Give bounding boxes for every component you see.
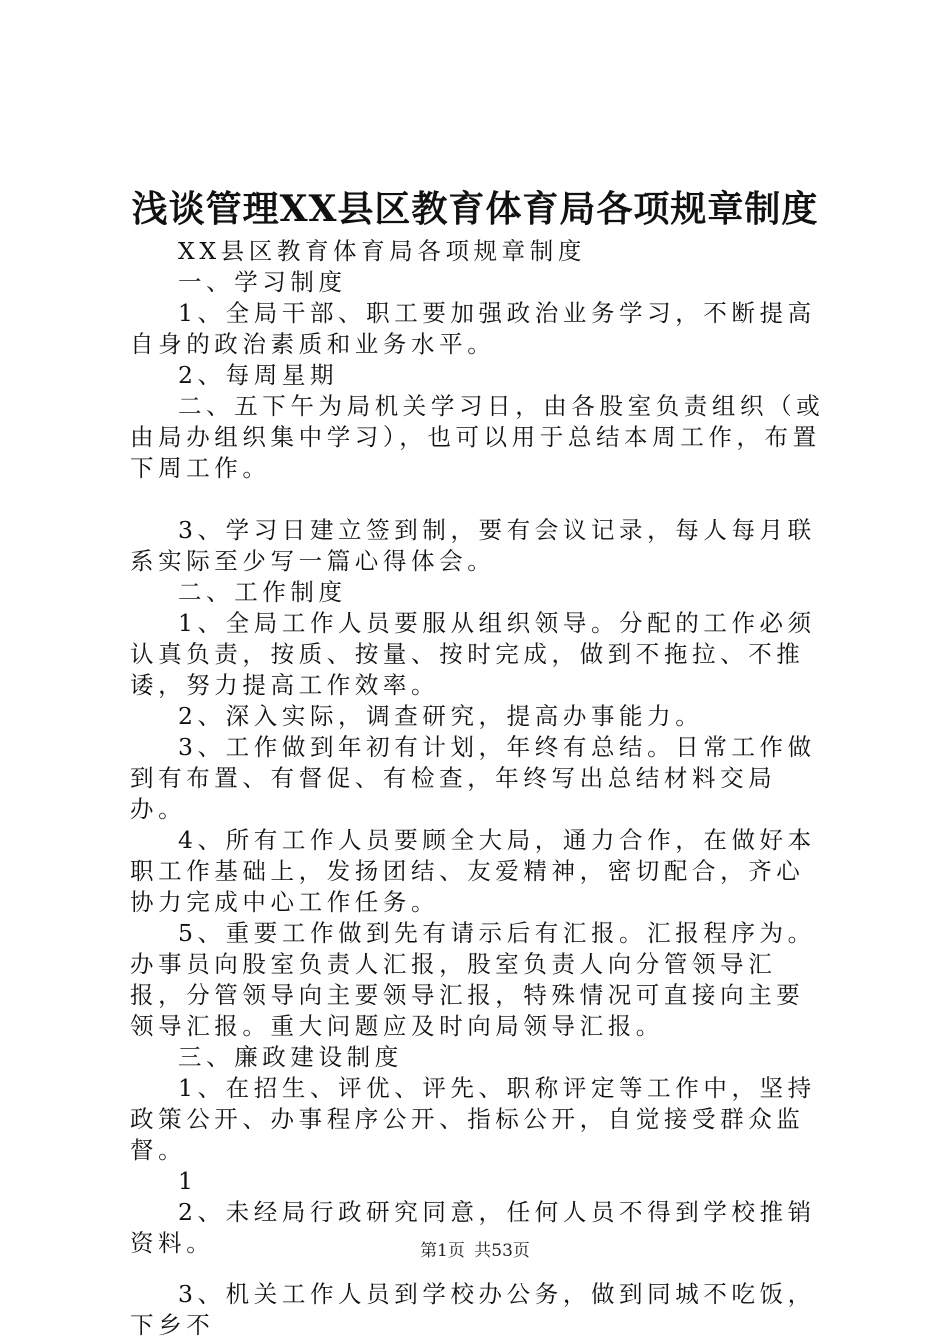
page-footer: [0, 1239, 950, 1263]
section-heading-work: 二、工作制度: [178, 578, 347, 606]
paragraph: 2、未经局行政研究同意，任何人员不得到学校推销资料。: [130, 1198, 816, 1257]
page-total: 共53页: [474, 1241, 530, 1261]
subtitle-line: XX县区教育体育局各项规章制度: [178, 237, 586, 265]
paragraph: 5、重要工作做到先有请示后有汇报。汇报程序为。办事员向股室负责人汇报，股室负责人向分管领导汇报，分管领导向主要领导汇报，特殊情况可直接向主要领导汇报。重大问题应及时向局领导汇报。: [130, 919, 816, 1040]
paragraph: 4、所有工作人员要顾全大局，通力合作，在做好本职工作基础上，发扬团结、友爱精神，密切配合，齐心协力完成中心工作任务。: [130, 826, 816, 916]
paragraph: 二、五下午为局机关学习日，由各股室负责组织（或由局办组织集中学习），也可以用于总结本周工作，布置下周工作。: [130, 392, 825, 482]
paragraph: 1、全局干部、职工要加强政治业务学习，不断提高自身的政治素质和业务水平。: [130, 299, 816, 358]
document-body: [130, 236, 830, 1341]
paragraph: 2、每周星期: [178, 361, 339, 389]
paragraph: 1、全局工作人员要服从组织领导。分配的工作必须认真负责，按质、按量、按时完成，做到不拖拉、不推诿，努力提高工作效率。: [130, 609, 816, 699]
document-title: 浅谈管理XX县区教育体育局各项规章制度: [131, 188, 819, 230]
paragraph: 3、学习日建立签到制，要有会议记录，每人每月联系实际至少写一篇心得体会。: [130, 516, 816, 575]
page-number: 第1页: [420, 1241, 465, 1261]
stray-number: 1: [178, 1167, 198, 1195]
paragraph: 1、在招生、评优、评先、职称评定等工作中，坚持政策公开、办事程序公开、指标公开，自觉接受群众监督。: [130, 1074, 816, 1164]
paragraph: 3、机关工作人员到学校办公务，做到同城不吃饭，下乡不: [130, 1280, 816, 1339]
section-heading-integrity: 三、廉政建设制度: [178, 1043, 403, 1071]
paragraph: 3、工作做到年初有计划，年终有总结。日常工作做到有布置、有督促、有检查，年终写出总结材料交局办。: [130, 733, 816, 823]
section-heading-study: 一、学习制度: [178, 268, 347, 296]
blank-line: [130, 484, 830, 515]
paragraph: 2、深入实际，调查研究，提高办事能力。: [178, 702, 704, 730]
